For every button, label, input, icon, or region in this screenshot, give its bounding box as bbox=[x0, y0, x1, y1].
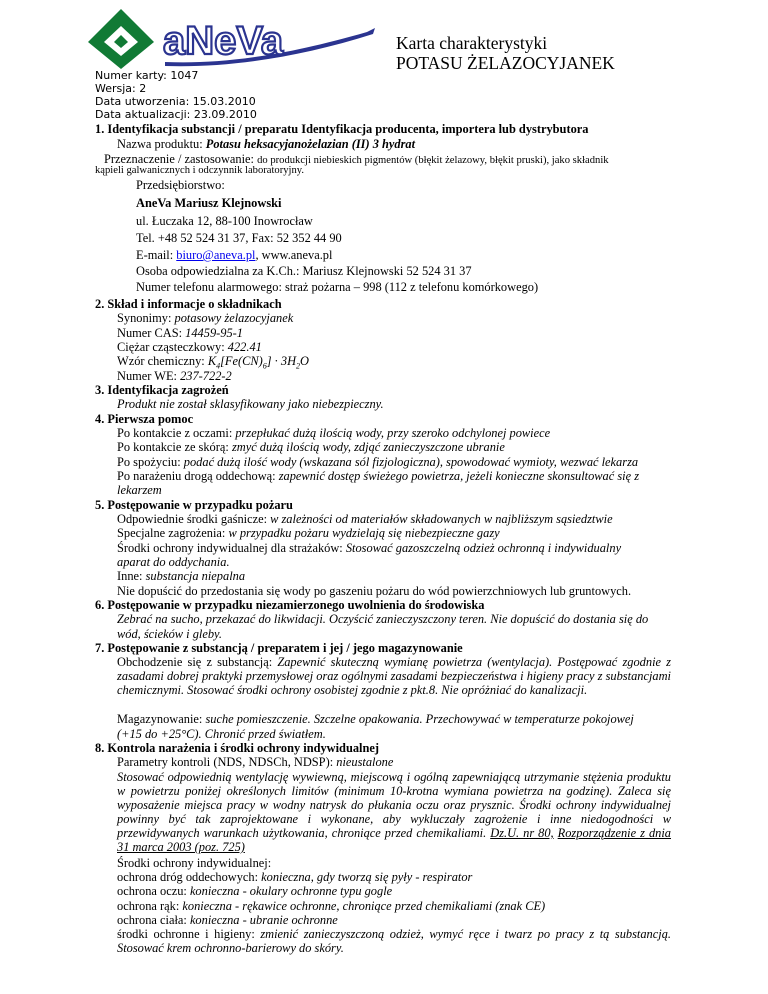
company-email: E-mail: biuro@aneva.pl, www.aneva.pl bbox=[136, 248, 333, 262]
hygiene-measures: środki ochronne i higieny: zmienić zanieczyszczoną odzież, wymyć ręce i twarz po pracy z tą substancją. Stosować krem ochronno-barierowy do skóry. bbox=[117, 927, 671, 955]
section-2-heading: 2. Skład i informacje o składnikach bbox=[95, 297, 282, 311]
water-warning: Nie dopuścić do przedostania się wody po gaszeniu pożaru do wód powierzchniowych lub gruntowych. bbox=[117, 584, 632, 598]
first-aid-skin: Po kontakcie ze skórą: zmyć dużą ilością wody, zdjąć zanieczyszczone ubranie bbox=[117, 440, 505, 454]
purpose-cont: kąpieli galwanicznych i odczynnik laboratoryjny. bbox=[95, 165, 305, 176]
company-label: Przedsiębiorstwo: bbox=[136, 178, 225, 192]
extinguishing-media: Odpowiednie środki gaśnicze: w zależności od materiałów składowanych w najbliższym sąsiedztwie bbox=[117, 512, 613, 526]
chemical-formula: Wzór chemiczny: $K_4[Fe(CN)_6] \cdot 3H_2O$ bbox=[117, 354, 309, 371]
handling-text: Obchodzenie się z substancją: Zapewnić skuteczną wymianę powietrza (wentylacja). Postępować zgodnie z zasadami dobrej praktyki przemysłowej oraz ogólnymi zasadami bezpieczeństwa i higieny pracy z substancjami chemicznymi. Stosować środki ochrony osobistej zgodnie z pkt.8. Nie opróżniać do kanalizacji. bbox=[117, 655, 671, 697]
doc-title-line1: Karta charakterystyki bbox=[396, 33, 548, 53]
responsible-person: Osoba odpowiedzialna za K.Ch.: Mariusz Klejnowski 52 524 31 37 bbox=[136, 264, 472, 278]
product-name: Nazwa produktu: Potasu heksacyjanożelazian (II) 3 hydrat bbox=[117, 137, 416, 151]
emergency-phone: Numer telefonu alarmowego: straż pożarna – 998 (112 z telefonu komórkowego) bbox=[136, 280, 539, 294]
logo-diamond-icon bbox=[86, 8, 156, 75]
version: Wersja: 2 bbox=[95, 82, 147, 95]
molecular-mass: Ciężar cząsteczkowy: 422.41 bbox=[117, 340, 262, 354]
release-text-cont: wód, ścieków i gleby. bbox=[117, 627, 222, 641]
section-1-heading: 1. Identyfikacja substancji / preparatu Identyfikacja producenta, importera lub dystrybutora bbox=[95, 122, 589, 136]
first-aid-inhalation-cont: lekarzem bbox=[117, 483, 162, 497]
ppe-heading: Środki ochrony indywidualnej: bbox=[117, 856, 272, 870]
cas-number: Numer CAS: 14459-95-1 bbox=[117, 326, 243, 340]
storage-text: Magazynowanie: suche pomieszczenie. Szczelne opakowania. Przechowywać w temperaturze pokojowej bbox=[117, 712, 634, 726]
section-8-heading: 8. Kontrola narażenia i środki ochrony indywidualnej bbox=[95, 741, 379, 755]
first-aid-inhalation: Po narażeniu drogą oddechową: zapewnić dostęp świeżego powietrza, jeżeli konieczne skonsultować się z bbox=[117, 469, 640, 483]
company-name: AneVa Mariusz Klejnowski bbox=[136, 196, 282, 210]
company-phone: Tel. +48 52 524 31 37, Fax: 52 352 44 90 bbox=[136, 231, 342, 245]
hazard-text: Produkt nie został sklasyfikowany jako niebezpieczny. bbox=[117, 397, 384, 411]
firefighter-ppe-cont: aparat do oddychania. bbox=[117, 555, 230, 569]
body-protection: ochrona ciała: konieczna - ubranie ochronne bbox=[117, 913, 338, 927]
logo-text: aNeVa bbox=[163, 19, 284, 63]
synonyms: Synonimy: potasowy żelazocyjanek bbox=[117, 311, 294, 325]
doc-title-line2: POTASU ŻELAZOCYJANEK bbox=[396, 53, 615, 73]
first-aid-ingestion: Po spożyciu: podać dużą ilość wody (wskazana sól fizjologiczna), spowodować wymioty, wezwać lekarza bbox=[117, 455, 639, 469]
ventilation-paragraph: Stosować odpowiednią wentylację wywiewną, miejscową i ogólną zapewniającą utrzymanie stężenia produktu w powietrzu poniżej określonych limitów (minimum 10-krotna wymiana powietrza na godzinę). Zaleca się wyposażenie miejsca pracy w wodny natrysk do płukania oczu oraz prysznic. Środki ochrony indywidualnej powinny być tak zaprojektowane i wykonane, aby wykluczały zagrożenie i inne niedogodności w przewidywanych warunkach użytkowania, chroniące przed chemikaliami. Dz.U. nr 80, Rozporządzenie z dnia 31 marca 2003 (poz. 725) bbox=[117, 770, 671, 854]
eye-protection: ochrona oczu: konieczna - okulary ochronne typu gogle bbox=[117, 884, 393, 898]
logo-wordmark bbox=[157, 14, 382, 74]
section-5-heading: 5. Postępowanie w przypadku pożaru bbox=[95, 498, 293, 512]
card-number: Numer karty: 1047 bbox=[95, 69, 199, 82]
special-hazards: Specjalne zagrożenia: w przypadku pożaru wydzielają się niebezpieczne gazy bbox=[117, 526, 500, 540]
firefighter-ppe: Środki ochrony indywidualnej dla strażaków: Stosować gazoszczelną odzież ochronną i indywidualny bbox=[117, 541, 622, 555]
created-date: Data utworzenia: 15.03.2010 bbox=[95, 95, 256, 108]
section-6-heading: 6. Postępowanie w przypadku niezamierzonego uwolnienia do środowiska bbox=[95, 598, 485, 612]
section-3-heading: 3. Identyfikacja zagrożeń bbox=[95, 383, 229, 397]
email-link[interactable]: biuro@aneva.pl bbox=[176, 248, 256, 262]
section-4-heading: 4. Pierwsza pomoc bbox=[95, 412, 194, 426]
updated-date: Data aktualizacji: 23.09.2010 bbox=[95, 108, 257, 121]
other-info: Inne: substancja niepalna bbox=[117, 569, 246, 583]
ec-number: Numer WE: 237-722-2 bbox=[117, 369, 232, 383]
purpose: Przeznaczenie / zastosowanie: do produkcji niebieskich pigmentów (błękit żelazowy, błękit pruski), jako składnik bbox=[104, 152, 609, 166]
first-aid-eyes: Po kontakcie z oczami: przepłukać dużą ilością wody, przy szeroko odchylonej powiece bbox=[117, 426, 551, 440]
company-address: ul. Łuczaka 12, 88-100 Inowrocław bbox=[136, 214, 313, 228]
storage-text-cont: (+15 do +25°C). Chronić przed światłem. bbox=[117, 727, 326, 741]
release-text: Zebrać na sucho, przekazać do likwidacji. Oczyścić zanieczyszczony teren. Nie dopuścić do dostania się do bbox=[117, 612, 649, 626]
respiratory-protection: ochrona dróg oddechowych: konieczna, gdy tworzą się pyły - respirator bbox=[117, 870, 473, 884]
hand-protection: ochrona rąk: konieczna - rękawice ochronne, chroniące przed chemikaliami (znak CE) bbox=[117, 899, 546, 913]
section-7-heading: 7. Postępowanie z substancją / preparatem i jej / jego magazynowanie bbox=[95, 641, 463, 655]
control-params: Parametry kontroli (NDS, NDSCh, NDSP): nieustalone bbox=[117, 755, 394, 769]
